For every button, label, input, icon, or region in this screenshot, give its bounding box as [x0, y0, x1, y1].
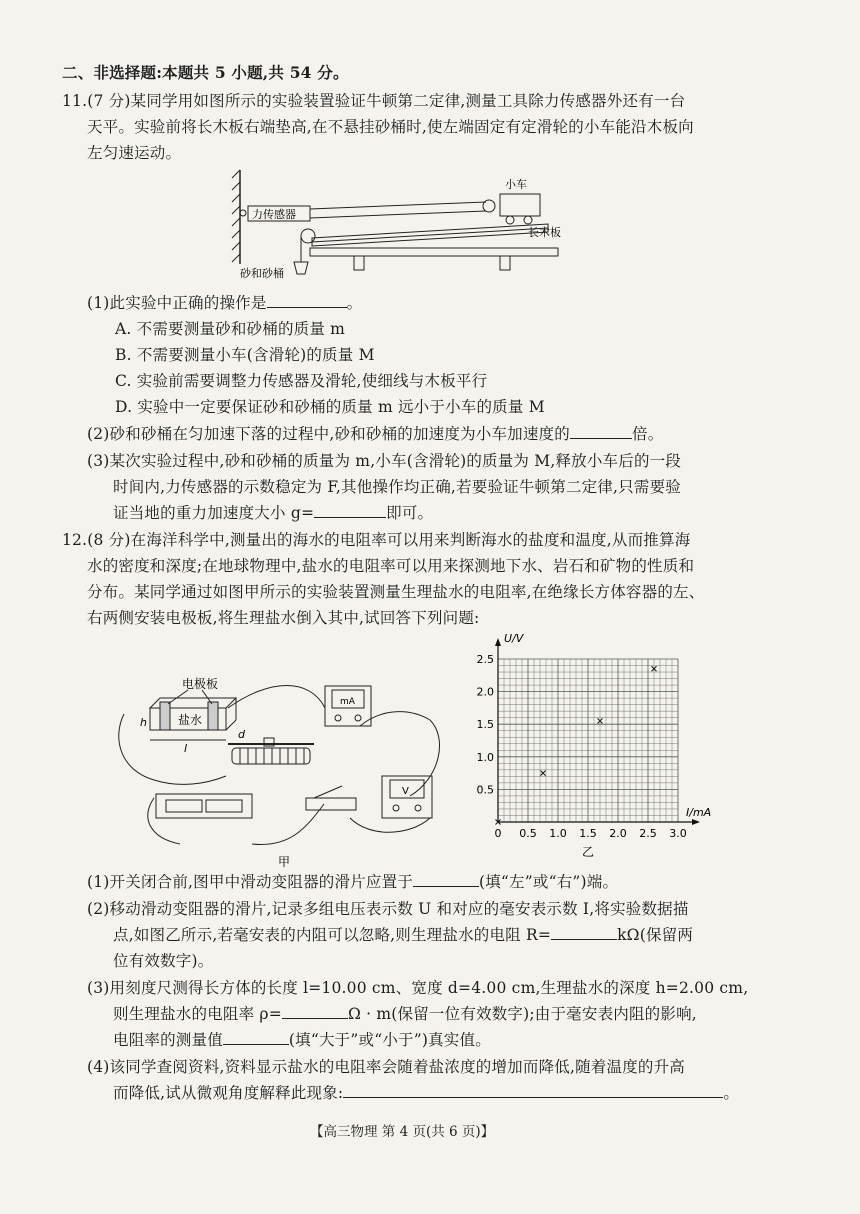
q11-option-b: B. 不需要测量小车(含滑轮)的质量 M — [115, 346, 375, 364]
q12-circuit-figure — [110, 668, 455, 868]
label-force-sensor: 力传感器 — [252, 208, 296, 221]
q12-part2-line3: 位有效数字)。 — [113, 952, 214, 970]
q12-line2: 水的密度和深度;在地球物理中,盐水的电阻率可以用来探测地下水、岩石和矿物的性质和 — [87, 557, 695, 575]
q12-part2-line1: (2)移动滑动变阻器的滑片,记录多组电压表示数 U 和对应的毫安表示数 I,将实验数据描 — [87, 900, 689, 918]
label-bucket: 砂和砂桶 — [240, 267, 284, 280]
y-tick-label: 1.5 — [476, 718, 494, 732]
y-tick-label: 2.5 — [476, 653, 494, 666]
y-tick-label: 0.5 — [476, 783, 494, 797]
label-ma: mA — [340, 697, 355, 707]
q11-part2: (2)砂和砂桶在匀加速下落的过程中,砂和砂桶的加速度为小车加速度的 倍。 — [87, 425, 664, 443]
label-board: 长木板 — [528, 226, 561, 239]
q12-line4: 右两侧安装电极板,将生理盐水倒入其中,试回答下列问题: — [87, 609, 480, 627]
answer-blank[interactable] — [282, 1003, 348, 1019]
answer-blank[interactable] — [267, 292, 347, 308]
q12-part4-line2: 而降低,试从微观角度解释此现象: 。 — [113, 1084, 740, 1102]
x-tick-label: 0.5 — [519, 827, 537, 840]
caption-jia: 甲 — [278, 855, 291, 869]
chart-caption: 乙 — [581, 845, 595, 859]
q11-line3: 左匀速运动。 — [87, 144, 182, 162]
q11-line1: 11.(7 分)某同学用如图所示的实验装置验证牛顿第二定律,测量工具除力传感器外还有一台 — [62, 92, 686, 110]
q11-option-c: C. 实验前需要调整力传感器及滑轮,使细线与木板平行 — [115, 372, 488, 390]
x-tick-label: 2.0 — [609, 827, 627, 840]
x-tick-label: 2.5 — [639, 827, 657, 840]
q11-part3-line1: (3)某次实验过程中,砂和砂桶的质量为 m,小车(含滑轮)的质量为 M,释放小车后的一段 — [87, 452, 682, 470]
q11-option-a: A. 不需要测量砂和砂桶的质量 m — [115, 320, 346, 338]
q11-line2: 天平。实验前将长木板右端垫高,在不悬挂砂桶时,使左端固定有定滑轮的小车能沿木板向 — [87, 118, 694, 136]
answer-blank[interactable] — [551, 924, 617, 940]
x-tick-label: 1.0 — [549, 827, 567, 840]
x-tick-label: 0 — [494, 827, 502, 840]
q12-line1: 12.(8 分)在海洋科学中,测量出的海水的电阻率可以用来判断海水的盐度和温度,从而推算海 — [62, 531, 691, 549]
q12-ui-chart — [466, 630, 712, 859]
label-v: V — [402, 786, 409, 797]
q12-part3-line2: 则生理盐水的电阻率 ρ= Ω · m(保留一位有效数字);由于毫安表内阻的影响, — [113, 1005, 697, 1023]
section-title: 二、非选择题:本题共 5 小题,共 54 分。 — [62, 63, 349, 82]
q12-line3: 分布。某同学通过如图甲所示的实验装置测量生理盐水的电阻率,在绝缘长方体容器的左、 — [87, 583, 705, 601]
q11-part3-line3: 证当地的重力加速度大小 g= 即可。 — [113, 504, 434, 522]
page-footer: 【高三物理 第 4 页(共 6 页)】 — [310, 1124, 495, 1140]
label-l: l — [184, 742, 188, 755]
x-axis-arrow — [692, 819, 700, 825]
q11-part1: (1)此实验中正确的操作是 。 — [87, 294, 363, 312]
label-cart: 小车 — [505, 178, 527, 191]
label-h: h — [140, 716, 147, 729]
q11-option-d: D. 实验中一定要保证砂和砂桶的质量 m 远小于小车的质量 M — [115, 398, 545, 416]
y-axis-label: U/V — [504, 632, 524, 645]
q12-part1: (1)开关闭合前,图甲中滑动变阻器的滑片应置于 (填“左”或“右”)端。 — [87, 873, 619, 891]
q12-part2-line2: 点,如图乙所示,若毫安表的内阻可以忽略,则生理盐水的电阻 R= kΩ(保留两 — [113, 926, 694, 944]
answer-blank[interactable] — [223, 1029, 289, 1045]
answer-blank[interactable] — [314, 502, 386, 518]
label-d: d — [238, 728, 245, 741]
q11-apparatus-figure — [228, 164, 568, 290]
q12-part3-line1: (3)用刻度尺测得长方体的长度 l=10.00 cm、宽度 d=4.00 cm,生理盐水的深度 h=2.00 cm, — [87, 979, 749, 997]
y-axis-arrow — [495, 638, 501, 646]
answer-blank[interactable] — [343, 1082, 723, 1098]
y-tick-label: 1.0 — [476, 750, 494, 764]
q12-part3-line3: 电阻率的测量值 (填“大于”或“小于”)真实值。 — [113, 1031, 491, 1049]
x-tick-label: 1.5 — [579, 827, 597, 840]
x-tick-label: 3.0 — [669, 827, 687, 840]
x-axis-label: I/mA — [686, 806, 712, 819]
label-saltwater: 盐水 — [178, 713, 203, 727]
q12-part4-line1: (4)该同学查阅资料,资料显示盐水的电阻率会随着盐浓度的增加而降低,随着温度的升高 — [87, 1058, 686, 1076]
data-point — [541, 771, 546, 776]
answer-blank[interactable] — [570, 423, 632, 439]
label-electrode-plate: 电极板 — [182, 677, 219, 691]
y-tick-label: 2.0 — [476, 685, 494, 699]
answer-blank[interactable] — [413, 871, 479, 887]
q11-part3-line2: 时间内,力传感器的示数稳定为 F,其他操作均正确,若要验证牛顿第二定律,只需要验 — [113, 478, 681, 496]
